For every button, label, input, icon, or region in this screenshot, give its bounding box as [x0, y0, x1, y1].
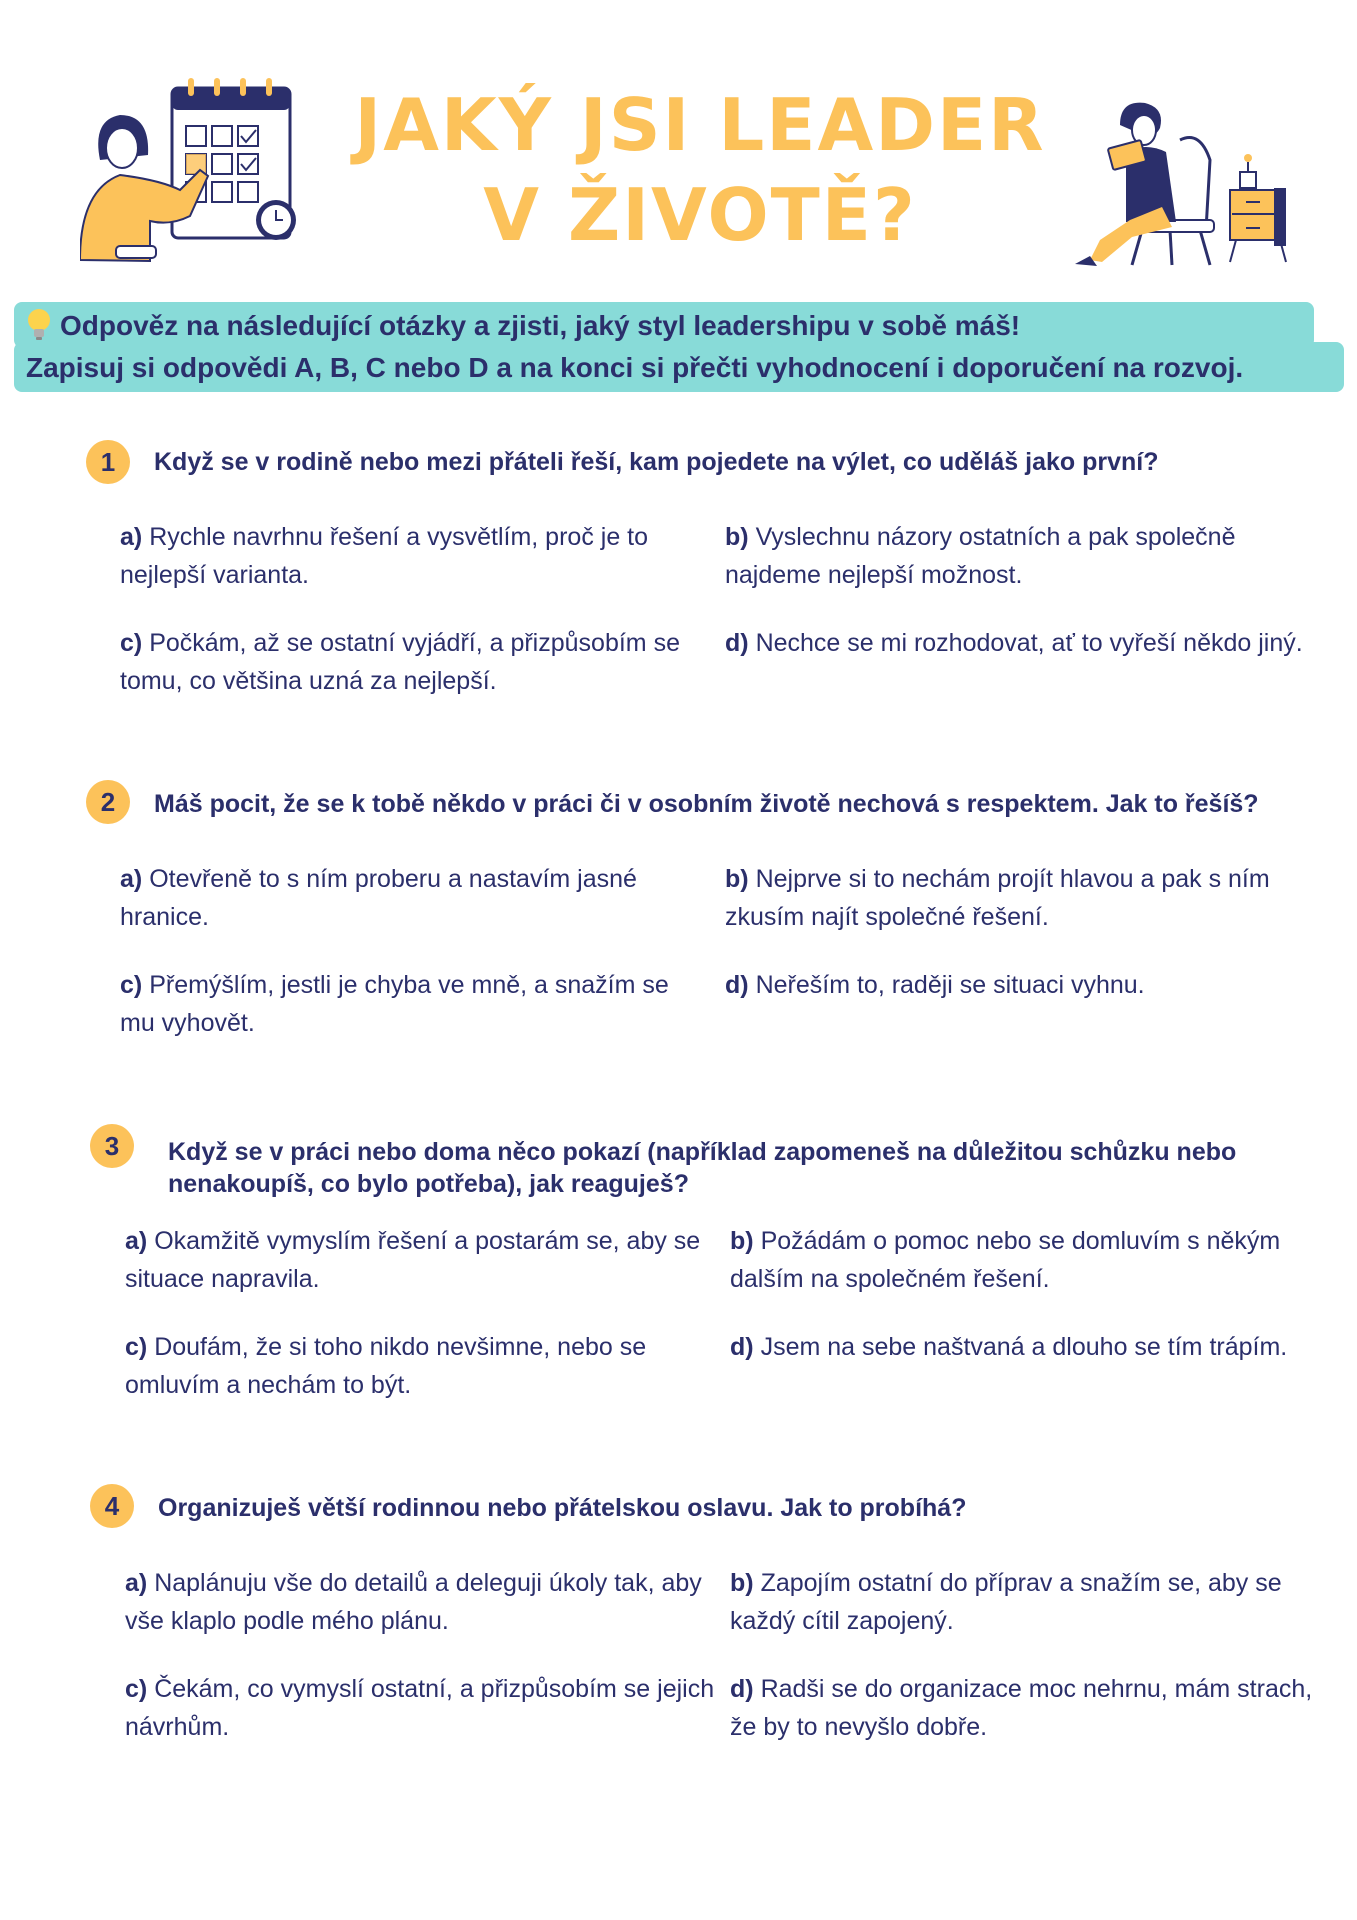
question-text-3: Když se v práci nebo doma něco pokazí (například zapomeneš na důležitou schůzku nebo nenakoupíš, co bylo potřeba), jak reaguješ? — [168, 1138, 1237, 1198]
answer-2c: c) Přemýšlím, jestli je chyba ve mně, a snažím se mu vyhovět. — [120, 971, 669, 1037]
title-line-1: JAKÝ JSI LEADER — [354, 83, 1046, 167]
question-text-4: Organizuješ větší rodinnou nebo přátelskou oslavu. Jak to probíhá? — [158, 1494, 967, 1522]
intro-line-1: Odpověz na následující otázky a zjisti, jaký styl leadershipu v sobě máš! — [24, 307, 1020, 342]
intro-line-2: Zapisuj si odpovědi A, B, C nebo D a na konci si přečti vyhodnocení i doporučení na rozvoj. — [26, 352, 1244, 383]
question-number-1: 1 — [86, 440, 130, 484]
answer-2b: b) Nejprve si to nechám projít hlavou a pak s ním zkusím najít společné řešení. — [725, 865, 1270, 931]
title-line-2: V ŽIVOTĚ? — [483, 173, 917, 257]
answer-1b: b) Vyslechnu názory ostatních a pak společně najdeme nejlepší možnost. — [725, 523, 1236, 589]
answer-2a: a) Otevřeně to s ním proberu a nastavím jasné hranice. — [120, 865, 637, 931]
answer-4b: b) Zapojím ostatní do příprav a snažím se, aby se každý cítil zapojený. — [730, 1569, 1282, 1635]
answer-1d: d) Nechce se mi rozhodovat, ať to vyřeší někdo jiný. — [725, 629, 1303, 657]
question-text-1: Když se v rodině nebo mezi přáteli řeší, kam pojedete na výlet, co uděláš jako první? — [154, 448, 1159, 476]
intro-banner — [14, 302, 1344, 394]
page-title — [300, 80, 1100, 260]
question-text-2: Máš pocit, že se k tobě někdo v práci či v osobním životě nechová s respektem. Jak to řešíš? — [154, 790, 1259, 818]
lightbulb-icon — [24, 307, 54, 341]
answer-1a: a) Rychle navrhnu řešení a vysvětlím, proč je to nejlepší varianta. — [120, 523, 649, 589]
answer-4c: c) Čekám, co vymyslí ostatní, a přizpůsobím se jejich návrhům. — [125, 1675, 715, 1741]
question-number-2: 2 — [86, 780, 130, 824]
question-number-4: 4 — [90, 1484, 134, 1528]
answer-1c: c) Počkám, až se ostatní vyjádří, a přizpůsobím se tomu, co většina uzná za nejlepší. — [120, 629, 680, 695]
woman-calendar-illustration — [80, 70, 310, 270]
man-reading-illustration — [1060, 80, 1300, 270]
answer-3d: d) Jsem na sebe naštvaná a dlouho se tím trápím. — [730, 1333, 1288, 1361]
answer-4d: d) Radši se do organizace moc nehrnu, mám strach, že by to nevyšlo dobře. — [730, 1675, 1313, 1741]
answer-3a: a) Okamžitě vymyslím řešení a postarám se, aby se situace napravila. — [125, 1227, 701, 1293]
answer-3b: b) Požádám o pomoc nebo se domluvím s někým dalším na společném řešení. — [730, 1227, 1281, 1293]
answer-3c: c) Doufám, že si toho nikdo nevšimne, nebo se omluvím a nechám to být. — [125, 1333, 647, 1399]
question-number-3: 3 — [90, 1124, 134, 1168]
answer-2d: d) Neřeším to, raději se situaci vyhnu. — [725, 971, 1145, 999]
answer-4a: a) Naplánuju vše do detailů a deleguji úkoly tak, aby vše klaplo podle mého plánu. — [125, 1569, 702, 1635]
